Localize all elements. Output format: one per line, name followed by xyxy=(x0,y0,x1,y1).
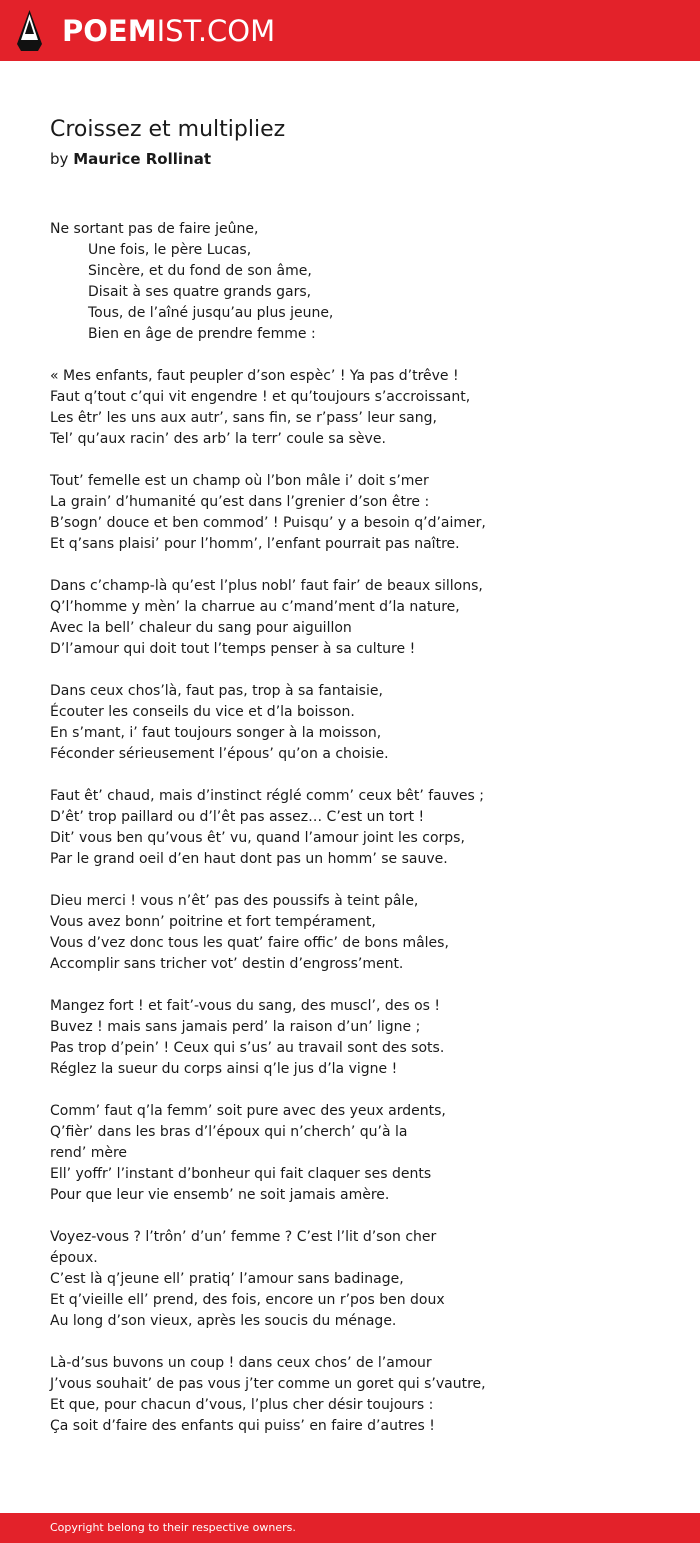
poem-line: Là-d’sus buvons un coup ! dans ceux chos’ de l’amour xyxy=(50,1355,432,1371)
stanza xyxy=(50,891,480,975)
poem-line: Réglez la sueur du corps ainsi q’le jus d’la vigne ! xyxy=(50,1061,398,1077)
poem-line: Faut êt’ chaud, mais d’instinct réglé comm’ ceux bêt’ fauves ; xyxy=(50,788,484,804)
stanza xyxy=(50,219,480,345)
byline xyxy=(50,150,211,168)
poem-line: En s’mant, i’ faut toujours songer à la moisson, xyxy=(50,725,382,741)
poem-line: Dieu merci ! vous n’êt’ pas des poussifs à teint pâle, xyxy=(50,893,419,909)
stanza xyxy=(50,1101,480,1206)
poem-line: Féconder sérieusement l’épous’ qu’on a choisie. xyxy=(50,746,389,762)
poem-line: Tous, de l’aîné jusqu’au plus jeune, xyxy=(88,305,334,321)
poem-line: Et q’vieille ell’ prend, des fois, encore un r’pos ben doux xyxy=(50,1292,445,1308)
poem-line: D’l’amour qui doit tout l’temps penser à sa culture ! xyxy=(50,641,416,657)
poem-line: Ell’ yoffr’ l’instant d’bonheur qui fait claquer ses dents xyxy=(50,1166,432,1182)
poem-body xyxy=(50,219,486,1458)
poem-line: Accomplir sans tricher vot’ destin d’engross’ment. xyxy=(50,956,404,972)
poem-line: rend’ mère xyxy=(50,1145,128,1161)
stanza xyxy=(50,471,486,555)
poem-line: Au long d’son vieux, après les soucis du ménage. xyxy=(50,1313,397,1329)
stanza xyxy=(50,1227,480,1332)
poem-line: Voyez-vous ? l’trôn’ d’un’ femme ? C’est l’lit d’son cher xyxy=(50,1229,437,1245)
poem-line: Vous avez bonn’ poitrine et fort tempérament, xyxy=(50,914,376,930)
poem-line: J’vous souhait’ de pas vous j’ter comme un goret qui s’vautre, xyxy=(50,1376,486,1392)
poem-line: Et que, pour chacun d’vous, l’plus cher désir toujours : xyxy=(50,1397,434,1413)
poem-line: Tout’ femelle est un champ où l’bon mâle i’ doit s’mer xyxy=(50,473,429,489)
stanza xyxy=(50,576,483,660)
poem-line: Dans ceux chos’là, faut pas, trop à sa fantaisie, xyxy=(50,683,383,699)
poem-line: Les êtr’ les uns aux autr’, sans fin, se r’pass’ leur sang, xyxy=(50,410,437,426)
poem-line: Vous d’vez donc tous les quat’ faire offic’ de bons mâles, xyxy=(50,935,449,951)
poem-line: Sincère, et du fond de son âme, xyxy=(88,263,312,279)
poem-line: Disait à ses quatre grands gars, xyxy=(88,284,312,300)
poem-line: Une fois, le père Lucas, xyxy=(88,242,252,258)
poem-line: Ne sortant pas de faire jeûne, xyxy=(50,221,259,237)
site-logo-text[interactable] xyxy=(62,13,275,49)
poem-line: D’êt’ trop paillard ou d’l’êt pas assez… C’est un tort ! xyxy=(50,809,425,825)
brand-light: IST.COM xyxy=(156,14,276,48)
poem-line: Q’l’homme y mèn’ la charrue au c’mand’ment d’la nature, xyxy=(50,599,460,615)
poem-title: Croissez et multipliez xyxy=(50,117,286,142)
poem-line: Mangez fort ! et fait’-vous du sang, des muscl’, des os ! xyxy=(50,998,441,1014)
site-footer xyxy=(0,1513,700,1543)
poem-line: Et q’sans plaisi’ pour l’homm’, l’enfant pourrait pas naître. xyxy=(50,536,460,552)
poem-line: époux. xyxy=(50,1250,98,1266)
stanza xyxy=(50,786,484,870)
pencil-tip-icon[interactable] xyxy=(17,10,42,51)
poem-line: Faut q’tout c’qui vit engendre ! et qu’toujours s’accroissant, xyxy=(50,389,471,405)
stanza xyxy=(50,681,480,765)
site-header xyxy=(0,0,700,61)
poem-line: B’sogn’ douce et ben commod’ ! Puisqu’ y a besoin q’d’aimer, xyxy=(50,515,486,531)
poem-line: La grain’ d’humanité qu’est dans l’grenier d’son être : xyxy=(50,494,430,510)
copyright-text: Copyright belong to their respective owners. xyxy=(50,1521,296,1534)
poem-line: Dans c’champ-là qu’est l’plus nobl’ faut fair’ de beaux sillons, xyxy=(50,578,483,594)
poem-line: Buvez ! mais sans jamais perd’ la raison d’un’ ligne ; xyxy=(50,1019,421,1035)
stanza xyxy=(50,1353,486,1437)
poem-line: Dit’ vous ben qu’vous êt’ vu, quand l’amour joint les corps, xyxy=(50,830,465,846)
poem-line: Pas trop d’pein’ ! Ceux qui s’us’ au travail sont des sots. xyxy=(50,1040,445,1056)
poem-line: Q’fièr’ dans les bras d’l’époux qui n’cherch’ qu’à la xyxy=(50,1124,408,1140)
stanza xyxy=(50,996,480,1080)
poem-line: Tel’ qu’aux racin’ des arb’ la terr’ coule sa sève. xyxy=(50,431,386,447)
poem-line: Pour que leur vie ensemb’ ne soit jamais amère. xyxy=(50,1187,390,1203)
brand-bold: POEM xyxy=(62,14,157,48)
poem-line: C’est là q’jeune ell’ pratiq’ l’amour sans badinage, xyxy=(50,1271,404,1287)
by-label: by xyxy=(50,150,69,168)
author-name: Maurice Rollinat xyxy=(73,150,211,168)
poem-line: Écouter les conseils du vice et d’la boisson. xyxy=(50,704,355,720)
stanza xyxy=(50,366,480,450)
poem-line: Bien en âge de prendre femme : xyxy=(88,326,316,342)
poem-line: Avec la bell’ chaleur du sang pour aiguillon xyxy=(50,620,352,636)
poem-line: Comm’ faut q’la femm’ soit pure avec des yeux ardents, xyxy=(50,1103,446,1119)
poem-line: Par le grand oeil d’en haut dont pas un homm’ se sauve. xyxy=(50,851,448,867)
poem-line: « Mes enfants, faut peupler d’son espèc’ ! Ya pas d’trêve ! xyxy=(50,368,459,384)
poem-line: Ça soit d’faire des enfants qui puiss’ en faire d’autres ! xyxy=(50,1418,435,1434)
